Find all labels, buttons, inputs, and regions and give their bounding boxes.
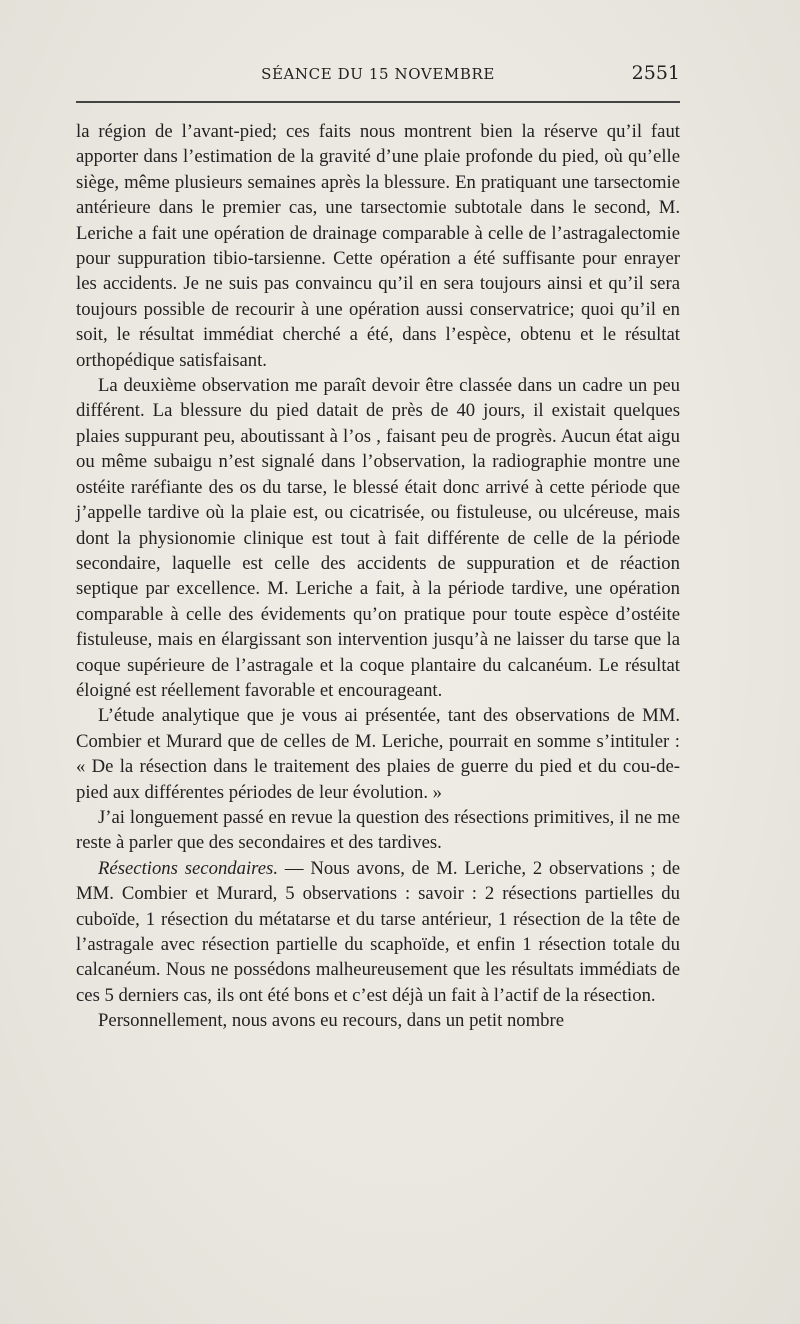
page-number: 2551 [631, 62, 680, 84]
section-title: Résections secondaires. [98, 857, 278, 879]
paragraph-2: La deuxième observation me paraît devoir être classée dans un cadre un peu différent. La blessure du pied datait de près de 40 jours, il existait quelques plaies suppurant peu, aboutissant à l’os , faisant peu de progrès. Aucun état aigu ou même subaigu n’est signalé dans l’observation, la radiographie montre une ostéite raréfiante des os du tarse, le blessé était donc arrivé à cette période que j’appelle tardive où la plaie est, ou cicatrisée, ou fistuleuse, ou ulcéreuse, mais dont la physionomie clinique est tout à fait différente de celle de la période secondaire, laquelle est celle des accidents de suppuration et de réaction septique par excellence. M. Leriche a fait, à la période tardive, une opération comparable à celle des évidements qu’on pratique pour toute espèce d’ostéite fistuleuse, mais en élargissant son intervention jusqu’à ne laisser du tarse que la coque supérieure de l’astragale et la coque plantaire du calcanéum. Le résultat éloigné est réellement favorable et encourageant. [76, 375, 680, 701]
page-header [76, 62, 680, 88]
body-text [76, 119, 680, 1034]
paragraph-5 [76, 856, 680, 1008]
section-text: — Nous avons, de M. Leriche, 2 observations ; de MM. Combier et Murard, 5 observations : savoir : 2 résections partielles du cuboïde, 1 résection du métatarse et du tarse antérieur, 1 résection de la tête de l’astragale avec résection partielle du scaphoïde, et enfin 1 résection totale du calcanéum. Nous ne possédons malheureusement que les résultats immédiats de ces 5 derniers cas, ils ont été bons et c’est déjà un fait à l’actif de la résection. [76, 857, 680, 1006]
paragraph-4: J’ai longuement passé en revue la question des résections primitives, il ne me reste à parler que des secondaires et des tardives. [76, 806, 680, 854]
paragraph-3: L’étude analytique que je vous ai présentée, tant des observations de MM. Combier et Murard que de celles de M. Leriche, pourrait en somme s’intituler : « De la résection dans le traitement des plaies de guerre du pied et du cou-de-pied aux différentes périodes de leur évolution. » [76, 705, 680, 803]
paragraph-1: la région de l’avant-pied; ces faits nous montrent bien la réserve qu’il faut apporter dans l’estimation de la gravité d’une plaie profonde du pied, où qu’elle siège, même plusieurs semaines après la blessure. En pratiquant une tarsectomie antérieure dans le premier cas, une tarsectomie subtotale dans le second, M. Leriche a fait une opération de drainage comparable à celle de l’astragalectomie pour suppuration tibio-tarsienne. Cette opération a été suffisante pour enrayer les accidents. Je ne suis pas convaincu qu’il en sera toujours ainsi et qu’il sera toujours possible de recourir à une opération aussi conservatrice; quoi qu’il en soit, le résultat immédiat cherché a été, dans l’espèce, obtenu et le résultat orthopédique satisfaisant. [76, 121, 680, 371]
running-title: SÉANCE DU 15 NOVEMBRE [261, 65, 495, 83]
header-rule [76, 101, 680, 103]
paragraph-6: Personnellement, nous avons eu recours, dans un petit nombre [98, 1010, 565, 1032]
